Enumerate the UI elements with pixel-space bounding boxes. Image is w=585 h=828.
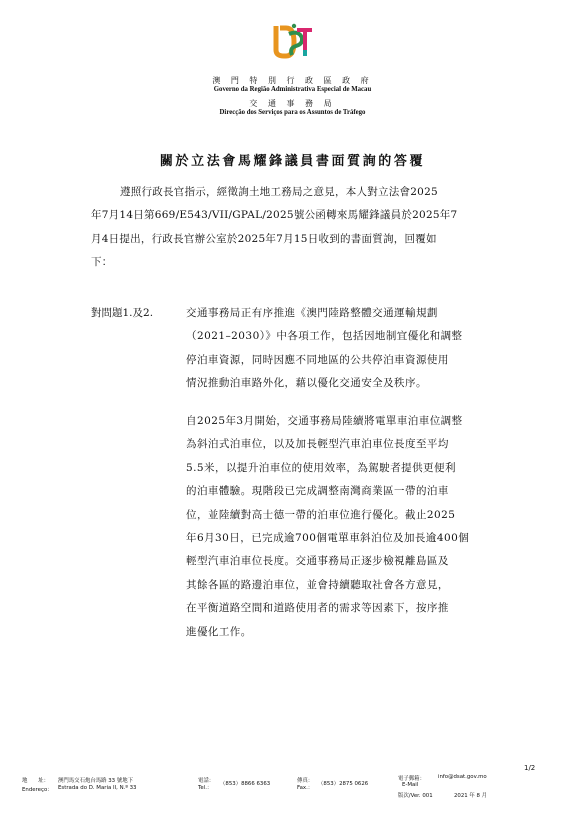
answer-line: 交通事務局正有序推進《澳門陸路整體交通運輸規劃 (186, 307, 438, 319)
answer-line: 情況推動泊車路外化，藉以優化交通安全及秩序。 (186, 377, 427, 390)
answer-line: 5.5米，以提升泊車位的使用效率，為駕駛者提供更便利 (186, 461, 456, 474)
footer-fax-label-pt: Fax.： (297, 785, 314, 791)
answer-label: 對問題1.及2. (91, 307, 154, 319)
footer-email-label-pt: E-Mail (402, 782, 419, 788)
header-bureau-pt: Direcção dos Serviços para os Assuntos de Tráfego (219, 109, 366, 116)
footer-address-label-pt: Endereço： (22, 787, 53, 793)
footer-address-label-zh: 地 址： (22, 778, 49, 784)
answer-line: （2021–2030）》中各項工作，包括因地制宜優化和調整 (186, 330, 463, 343)
intro-paragraph (91, 181, 547, 275)
intro-line: 年7月14日第669/E543/VII/GPAL/2025號公函轉來馬耀鋒議員於2025年7 (91, 209, 458, 222)
dsat-logo (272, 20, 316, 64)
answer-line: 的泊車體驗。現階段已完成調整南灣商業區一帶的泊車 (186, 485, 449, 498)
answer-line: 停泊車資源，同時因應不同地區的公共停泊車資源使用 (186, 353, 449, 366)
document-title: 關於立法會馬耀鋒議員書面質詢的答覆 (159, 154, 426, 169)
answer-line: 年6月30日，已完成逾700個電單車斜泊位及加長逾400個 (186, 532, 470, 545)
header-bureau-zh: 交 通 事 務 局 (249, 99, 336, 108)
footer-fax-value: （853）2875 0626 (318, 781, 369, 787)
footer-tel-label-pt: Tel.： (198, 785, 213, 791)
answer-paragraph-2 (186, 410, 548, 644)
footer-fax-label-zh: 傳真： (297, 778, 314, 784)
footer-version-date: 2021 年 8 月 (454, 793, 488, 799)
intro-line: 遵照行政長官指示，經徵詢土地工務局之意見，本人對立法會2025 (120, 186, 438, 198)
footer-address-pt: Estrada do D. Maria II, N.º 33 (58, 785, 137, 791)
answer-line: 其餘各區的路邊泊車位，並會持續聽取社會各方意見， (186, 578, 449, 591)
header-government-zh: 澳 門 特 別 行 政 區 政 府 (212, 76, 373, 85)
footer-email-label-zh: 電子郵箱： (398, 776, 425, 782)
footer-version-label: 版次/Ver. 001 (398, 793, 433, 799)
footer-address-zh: 澳門馬交石炮台馬路 33 號地下 (58, 778, 133, 784)
answer-line: 在平衡道路空間和道路使用者的需求等因素下，按序推 (186, 602, 449, 615)
footer-tel-value: （853）8866 6363 (220, 781, 271, 787)
answer-line: 位，並陸續對高士德一帶的泊車位進行優化。截止2025 (186, 508, 456, 521)
page-number: 1/2 (524, 764, 536, 772)
answer-line: 為斜泊式泊車位，以及加長輕型汽車泊車位長度至平均 (186, 438, 449, 451)
intro-line: 月4日提出，行政長官辦公室於2025年7月15日收到的書面質詢，回覆如 (91, 232, 437, 245)
answer-paragraph-1 (186, 302, 548, 396)
intro-line: 下： (91, 256, 113, 269)
footer-email-value: info@dsat.gov.mo (438, 774, 487, 780)
answer-line: 輕型汽車泊車位長度。交通事務局正逐步檢視離島區及 (186, 555, 449, 568)
answer-line: 自2025年3月開始，交通事務局陸續將電單車泊車位調整 (186, 415, 463, 427)
footer (0, 770, 585, 810)
answer-line: 進優化工作。 (186, 625, 252, 638)
footer-tel-label-zh: 電話： (198, 778, 215, 784)
header-government-pt: Governo da Região Administrativa Especial de Macau (213, 86, 372, 93)
